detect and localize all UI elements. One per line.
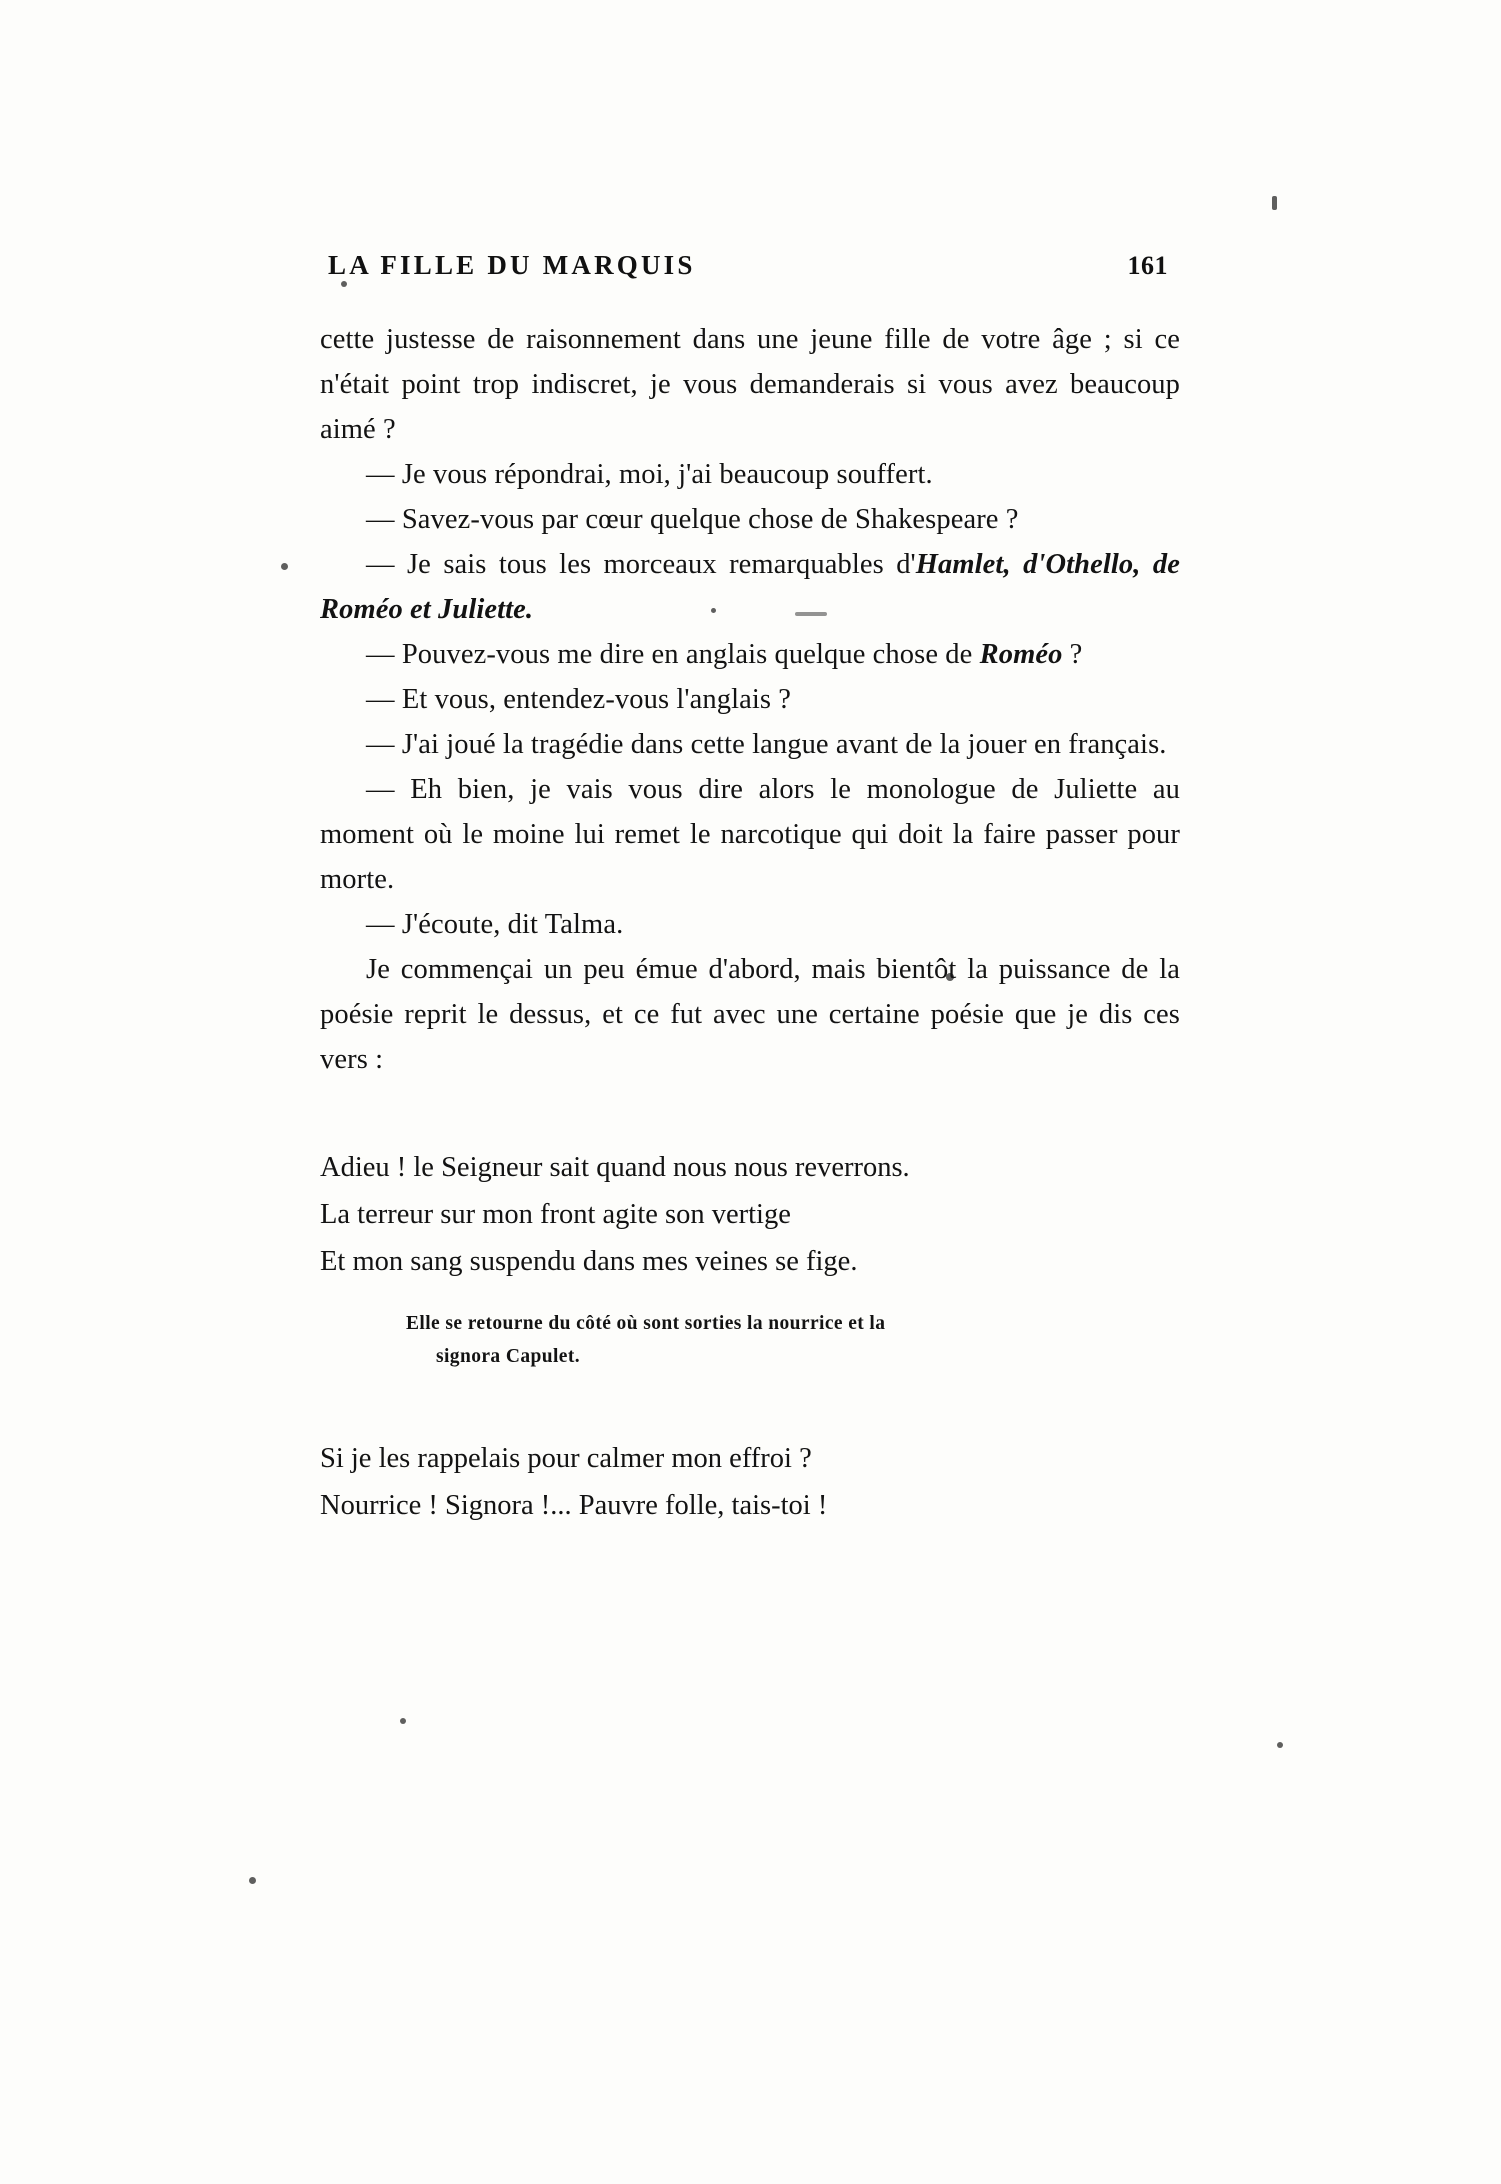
paragraph: — Je vous répondrai, moi, j'ai beaucoup souffert. xyxy=(366,459,933,490)
page-content xyxy=(320,250,1180,1529)
verse-line: La terreur sur mon front agite son vertige xyxy=(320,1199,791,1230)
text-run: , d' xyxy=(1003,549,1046,580)
page-number: 161 xyxy=(1127,251,1168,280)
title-othello: Othello xyxy=(1045,549,1134,580)
verse-block xyxy=(320,1144,1180,1285)
stage-direction-line: signora Capulet. xyxy=(436,1346,580,1367)
paragraph: Je commençai un peu émue d'abord, mais bientôt la puissance de la poésie reprit le dessus, et ce fut avec une certaine poésie que je dis ces vers : xyxy=(320,954,1180,1075)
text-run: . xyxy=(525,594,534,625)
stage-direction-line: Elle se retourne du côté où sont sorties la nourrice et la xyxy=(406,1313,886,1334)
title-hamlet: Hamlet xyxy=(915,549,1004,580)
scan-speck xyxy=(1272,196,1277,210)
title-romeo-juliette: Roméo et Juliette xyxy=(320,594,526,625)
stage-direction xyxy=(406,1307,1166,1373)
verse-line: Si je les rappelais pour calmer mon effroi ? xyxy=(320,1443,812,1474)
paragraph-hamlet xyxy=(320,542,1180,632)
paragraph: — J'écoute, dit Talma. xyxy=(366,909,624,940)
paragraph: — Savez-vous par cœur quelque chose de Shakespeare ? xyxy=(366,504,1019,535)
text-run: , de xyxy=(1133,549,1180,580)
paragraph-pouvez xyxy=(320,632,1180,677)
running-head xyxy=(328,250,1168,281)
running-head-title: LA FILLE DU MARQUIS xyxy=(328,250,696,280)
scan-speck xyxy=(281,563,288,570)
paragraph: — Et vous, entendez-vous l'anglais ? xyxy=(366,684,792,715)
text-run: — Pouvez-vous me dire en anglais quelque chose de xyxy=(366,639,980,670)
scan-speck xyxy=(400,1718,406,1724)
paragraph: — J'ai joué la tragédie dans cette langue avant de la jouer en français. xyxy=(366,729,1167,760)
text-run: ? xyxy=(1062,639,1083,670)
scan-speck xyxy=(249,1877,256,1884)
paragraph: — Eh bien, je vais vous dire alors le monologue de Juliette au moment où le moine lui remet le narcotique qui doit la faire passer pour morte. xyxy=(320,774,1180,895)
text-run: — Je sais tous les morceaux remarquables d' xyxy=(366,549,916,580)
scan-speck xyxy=(1277,1742,1283,1748)
paragraph: cette justesse de raisonnement dans une jeune fille de votre âge ; si ce n'était point trop indiscret, je vous demanderais si vous avez beaucoup aimé ? xyxy=(320,324,1180,445)
verse-line: Et mon sang suspendu dans mes veines se fige. xyxy=(320,1246,858,1277)
verse-line: Nourrice ! Signora !... Pauvre folle, tais-toi ! xyxy=(320,1490,828,1521)
verse-block-two xyxy=(320,1435,1180,1529)
verse-line: Adieu ! le Seigneur sait quand nous nous reverrons. xyxy=(320,1152,910,1183)
title-romeo: Roméo xyxy=(979,639,1063,670)
